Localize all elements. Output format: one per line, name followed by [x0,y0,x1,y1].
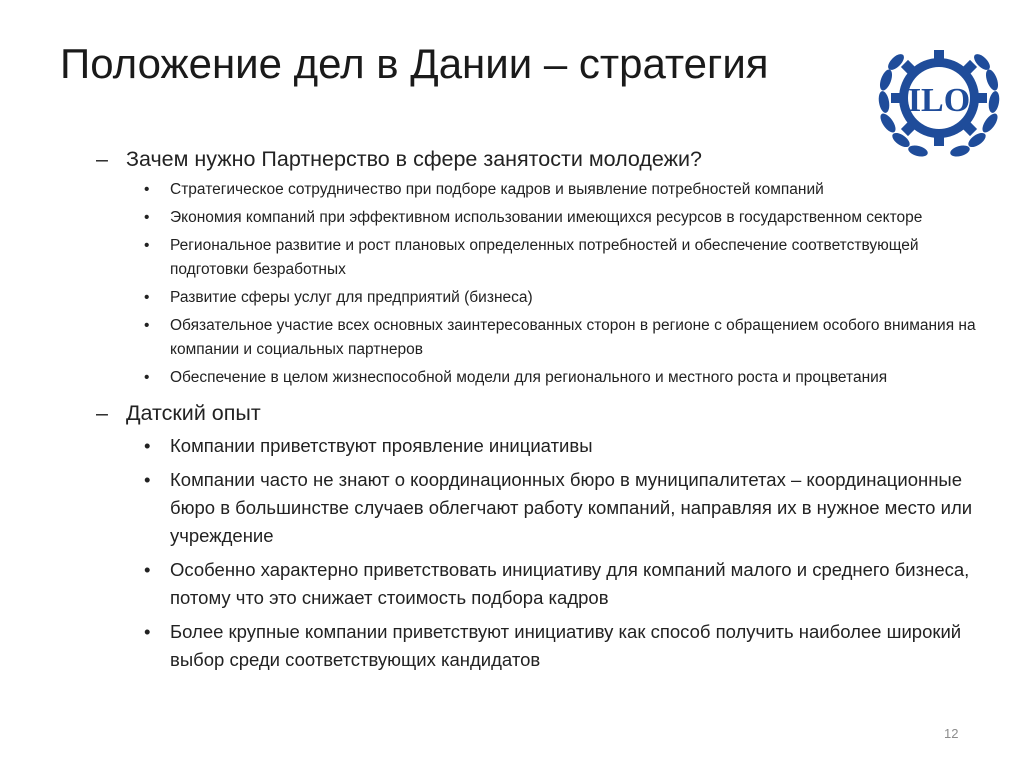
bullet-icon: • [144,289,150,306]
dash-marker: – [96,401,108,425]
section-heading [96,398,996,428]
bullet-icon: • [144,369,150,386]
list-item: • Компании часто не знают о координационных бюро в муниципалитетах – координационные бюро в большинстве случаев облегчают работу компаний, направляя их в нужное место или учреждение [96,466,996,550]
bullet-icon: • [144,559,151,580]
section-heading [96,144,996,174]
list-item: • Более крупные компании приветствуют инициативу как способ получить наиболее широкий выбор среди соответствующих кандидатов [96,618,996,674]
bullet-icon: • [144,237,150,254]
ilo-logo [868,36,1010,160]
ilo-logo-text: ILO [907,82,971,119]
bullet-icon: • [144,209,150,226]
bullet-list [96,178,996,390]
page-number: 12 [944,726,959,741]
list-item: • Обязательное участие всех основных заинтересованных сторон в регионе с обращением особого внимания на компании и социальных партнеров [96,314,996,362]
bullet-icon: • [144,181,150,198]
bullet-list [96,432,996,674]
list-item: • Обеспечение в целом жизнеспособной модели для регионального и местного роста и процветания [96,366,996,390]
list-item: • Развитие сферы услуг для предприятий (бизнеса) [96,286,996,310]
slide-content [96,144,996,682]
section-heading-text: Датский опыт [126,401,261,425]
bullet-icon: • [144,435,151,456]
bullet-icon: • [144,469,151,490]
list-item: • Компании приветствуют проявление инициативы [96,432,996,460]
list-item: • Экономия компаний при эффективном использовании имеющихся ресурсов в государственном секторе [96,206,996,230]
section-heading-text: Зачем нужно Партнерство в сфере занятости молодежи? [126,147,702,171]
list-item: • Стратегическое сотрудничество при подборе кадров и выявление потребностей компаний [96,178,996,202]
bullet-icon: • [144,621,151,642]
slide-title: Положение дел в Дании – стратегия [60,40,769,87]
list-item: • Региональное развитие и рост плановых определенных потребностей и обеспечение соответствующей подготовки безработных [96,234,996,282]
bullet-icon: • [144,317,150,334]
list-item: • Особенно характерно приветствовать инициативу для компаний малого и среднего бизнеса, потому что это снижает стоимость подбора кадров [96,556,996,612]
dash-marker: – [96,147,108,171]
